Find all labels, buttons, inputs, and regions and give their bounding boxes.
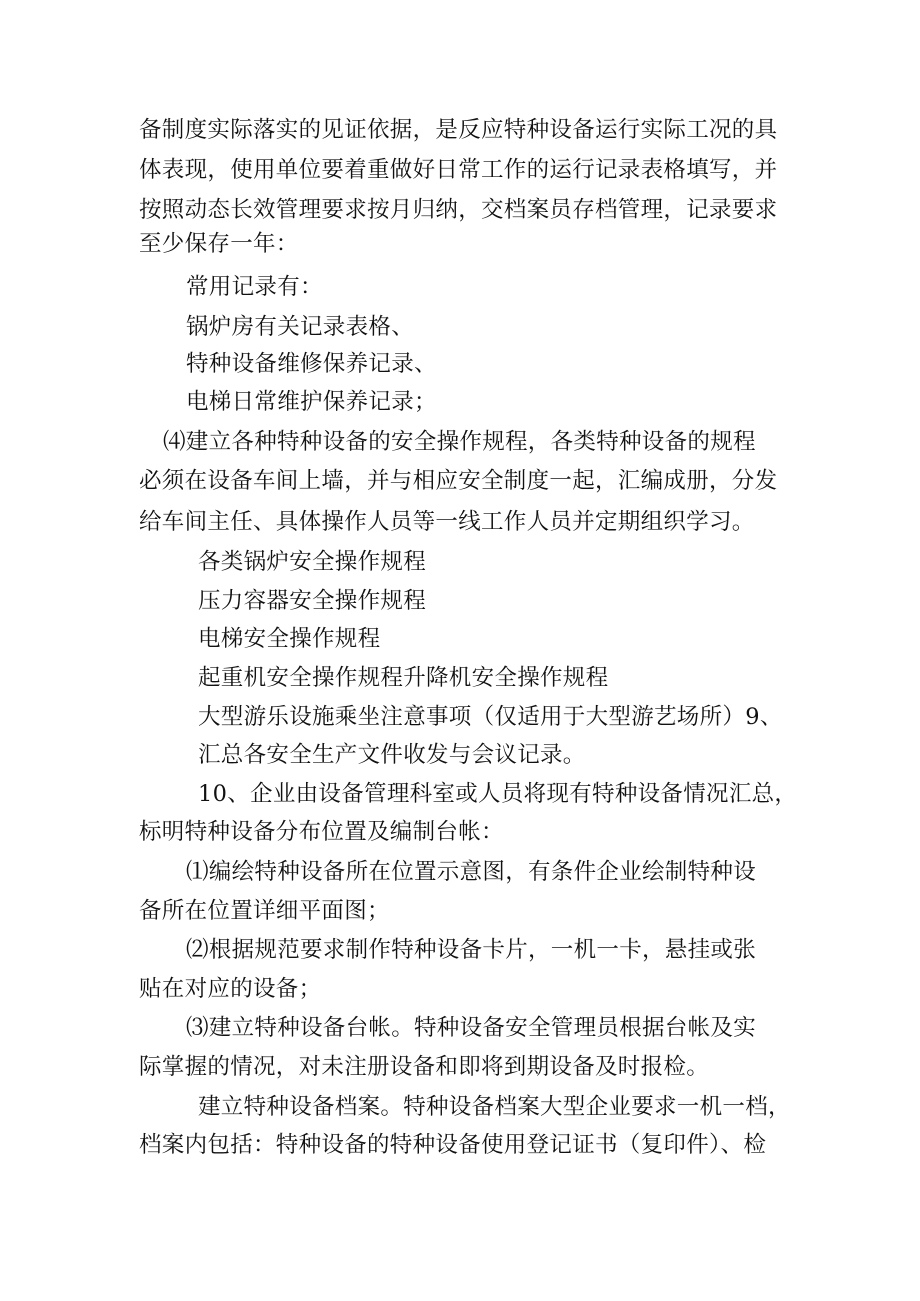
body-line: ⑷建立各种特种设备的安全操作规程，各类特种设备的规程 [163, 429, 756, 455]
body-line: 按照动态长效管理要求按月归纳，交档案员存档管理，记录要求 [139, 197, 778, 223]
body-line: 大型游乐设施乘坐注意事项（仅适用于大型游艺场所）9、 [198, 704, 783, 730]
body-line: 常用记录有： [186, 274, 323, 300]
body-line: 电梯日常维护保养记录； [186, 389, 437, 415]
body-line: 汇总各安全生产文件收发与会议记录。 [198, 742, 586, 768]
body-line: ⑴编绘特种设备所在位置示意图，有条件企业绘制特种设 [186, 859, 757, 885]
body-line: 各类锅炉安全操作规程 [198, 549, 427, 575]
body-line: 档案内包括：特种设备的特种设备使用登记证书（复印件）、检 [139, 1132, 767, 1158]
body-line: 电梯安全操作规程 [198, 626, 381, 652]
body-line: 压力容器安全操作规程 [198, 588, 427, 614]
body-line: 锅炉房有关记录表格、 [186, 314, 415, 340]
body-line: 给车间主任、具体操作人员等一线工作人员并定期组织学习。 [139, 509, 755, 535]
body-line: 必须在设备车间上墙，并与相应安全制度一起，汇编成册，分发 [139, 468, 778, 494]
body-line: 建立特种设备档案。特种设备档案大型企业要求一机一档， [198, 1094, 791, 1120]
body-line: 至少保存一年： [139, 231, 299, 257]
body-line: 体表现，使用单位要着重做好日常工作的运行记录表格填写，并 [139, 157, 778, 183]
body-line: 备所在位置详细平面图； [139, 898, 390, 924]
body-line: 备制度实际落实的见证依据，是反应特种设备运行实际工况的具 [139, 117, 778, 143]
body-line: ⑶建立特种设备台帐。特种设备安全管理员根据台帐及实 [186, 1015, 757, 1041]
body-line: 标明特种设备分布位置及编制台帐： [139, 819, 504, 845]
body-line: 起重机安全操作规程升降机安全操作规程 [198, 665, 609, 691]
body-line: 特种设备维修保养记录、 [186, 351, 437, 377]
body-line: ⑵根据规范要求制作特种设备卡片，一机一卡，悬挂或张 [186, 937, 757, 963]
body-line: 际掌握的情况，对未注册设备和即将到期设备及时报检。 [139, 1054, 710, 1080]
body-line: 贴在对应的设备； [139, 976, 322, 1002]
body-line: 10、企业由设备管理科室或人员将现有特种设备情况汇总， [198, 781, 798, 807]
